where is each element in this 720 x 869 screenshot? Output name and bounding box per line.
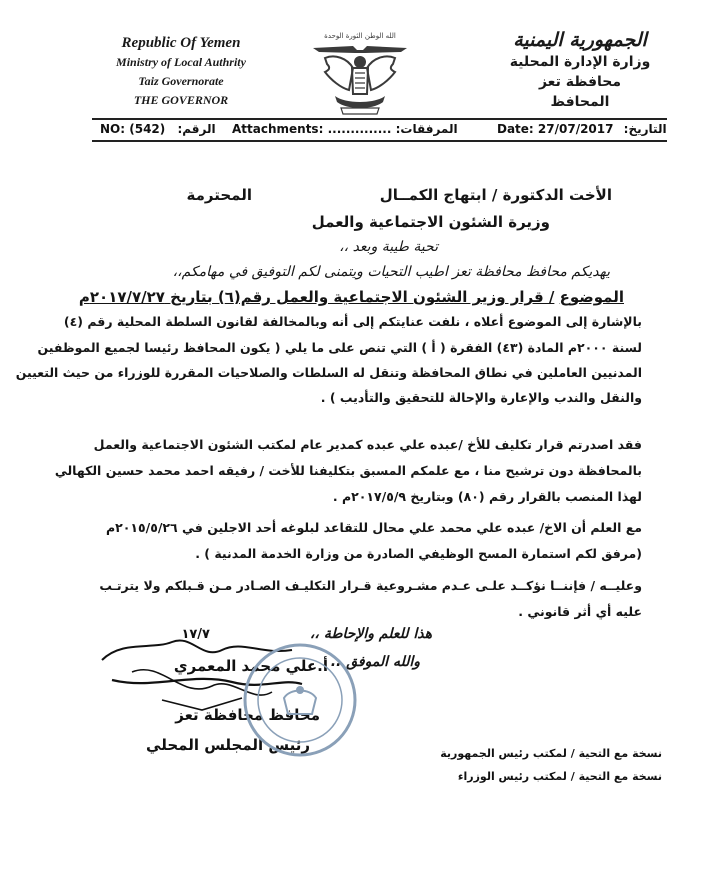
letterhead-office-en: THE GOVERNOR <box>133 93 229 107</box>
para2-line1: فقد اصدرتم قرار تكليف للأخ /عبده علي عبده كمدير عام لمكتب الشئون الاجتماعية والعمل <box>93 437 642 452</box>
para1-line3: المدنيين العاملين في نطاق المحافظة وتنقل له السلطات والصلاحيات المقررة للوزراء من حيث التعيين <box>15 365 642 380</box>
signature-date: ١٧/٧ <box>181 627 210 642</box>
signatory-title: محافظ محافظة تعز <box>175 706 320 724</box>
arabic-letterhead <box>470 28 690 112</box>
greeting: تحية طيبة وبعد ،، <box>339 239 438 255</box>
signatory-name: أ.علي محمد المعمري <box>173 657 328 675</box>
para3-line2: (مرفق لكم استمارة المسح الوظيفي الصادرة من وزارة الخدمة المدنية ) . <box>195 546 642 561</box>
english-letterhead <box>96 34 266 110</box>
para3-line1: مع العلم أن الاخ/ عبده علي محمد علي محال للتقاعد لبلوغه أحد الاجلين في ٢٠١٥/٥/٢٦م <box>105 520 642 535</box>
number-label: NO: <box>100 122 126 136</box>
para2-line3: لهذا المنصب بالقرار رقم (٨٠) وبتاريخ ٢٠١٧/٥/٩م . <box>332 489 642 504</box>
attachments-label-ar: المرفقات: <box>395 122 458 136</box>
para4-line2: عليه أي أثر قانوني . <box>518 604 642 619</box>
para1-line2: لسنة ٢٠٠٠م المادة (٤٣) الفقرة ( أ ) التي تنص على ما يلي ( يكون المحافظ رئيسا لجميع الموظفين <box>37 340 642 355</box>
official-stamp-icon <box>240 640 360 760</box>
copy-to-prime-minister: نسخة مع التحية / لمكتب رئيس الوزراء <box>457 770 662 783</box>
closing-blessing: والله الموفق .. <box>330 654 420 670</box>
recipient-ministry: وزيرة الشئون الاجتماعية والعمل <box>311 213 550 231</box>
recipient-name: الأخت الدكتورة / ابتهاج الكمــال <box>379 186 612 204</box>
date-value: 27/07/2017 <box>537 122 614 136</box>
para1-line4: والنقل والندب والإعارة والإحالة للتحقيق والتأديب ) . <box>320 390 642 405</box>
para1-line1: بالإشارة إلى الموضوع أعلاه ، نلفت عنايتكم إلى أنه وبالمخالفة لقانون السلطة المحلية رقم (٤) <box>63 314 642 329</box>
subject-label: الموضوع <box>559 288 624 306</box>
letterhead-office-ar: المحافظ <box>550 94 610 110</box>
closing-acknowledge: هذا للعلم والإحاطة ،، <box>309 626 432 642</box>
copy-to-president: نسخة مع التحية / لمكتب رئيس الجمهورية <box>440 747 662 760</box>
letter-number <box>100 120 216 138</box>
letterhead-ministry-en: Ministry of Local Authrity <box>116 55 246 69</box>
emblem-motto: الله الوطن الثورة الوحدة <box>324 32 396 40</box>
letterhead-country-ar: الجمهورية اليمنية <box>513 29 647 51</box>
subject-text: / قرار وزير الشئون الاجتماعية والعمل رقم(٦) بتاريخ ٢٠١٧/٧/٢٧م <box>78 288 555 306</box>
intro-line: يهديكم محافظ محافظة تعز اطيب التحيات ويتمنى لكم التوفيق في مهامكم،، <box>172 264 610 280</box>
signatory-title-council: رئيس المجلس المحلي <box>146 736 310 754</box>
subject-line <box>79 288 624 306</box>
letterhead-country-en: Republic Of Yemen <box>121 35 241 51</box>
recipient-honorific: المحترمة <box>186 186 252 204</box>
number-label-ar: الرقم: <box>177 122 216 136</box>
para2-line2: بالمحافظة دون ترشيح منا ، مع علمكم المسبق بتكليفنا للأخت / رفيقه احمد محمد حسين الكهالي <box>54 463 642 478</box>
attachments-label: Attachments: <box>232 122 324 136</box>
letterhead-governorate-ar: محافظة تعز <box>538 74 622 90</box>
number-value: (542) <box>129 122 166 136</box>
para4-line1: وعليــه / فإننــا نؤكــد علـى عـدم مشـروعية قـرار التكليـف الصـادر مـن قـبلكم ولا يترتـب <box>99 578 642 593</box>
header-rule-bottom <box>92 140 667 142</box>
letter-date <box>497 120 667 138</box>
date-label: Date: <box>497 122 534 136</box>
letterhead-ministry-ar: وزارة الإدارة المحلية <box>509 54 651 70</box>
yemen-eagle-emblem-icon <box>305 28 415 123</box>
date-label-ar: التاريخ: <box>623 122 667 136</box>
letterhead-governorate-en: Taiz Governorate <box>138 74 224 88</box>
letter-attachments <box>232 120 458 138</box>
attachments-dots: .............. <box>327 122 392 136</box>
